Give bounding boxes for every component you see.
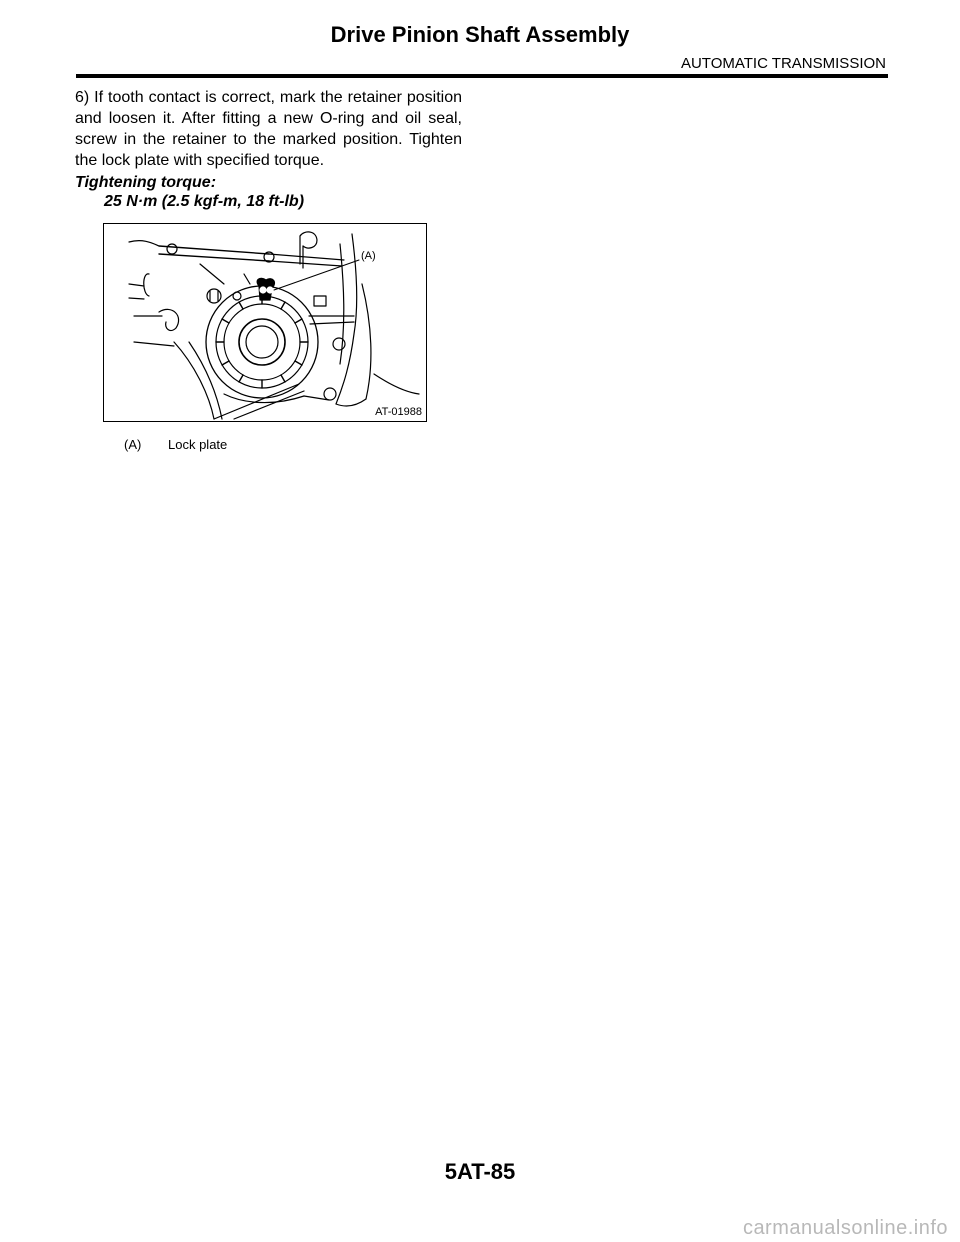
header-rule <box>76 74 888 78</box>
callout-label-a: (A) <box>361 250 376 262</box>
page-title: Drive Pinion Shaft Assembly <box>330 22 630 47</box>
torque-value: 25 N·m (2.5 kgf-m, 18 ft-lb) <box>104 193 305 210</box>
torque-label: Tightening torque: <box>75 174 217 191</box>
figure-code: AT-01988 <box>375 406 422 418</box>
watermark: carmanualsonline.info <box>742 1217 948 1239</box>
page-number: 5AT-85 <box>444 1159 516 1184</box>
legend-key: (A) <box>124 437 142 452</box>
section-title: AUTOMATIC TRANSMISSION <box>680 55 886 72</box>
figure-legend <box>124 437 227 452</box>
figure-illustration <box>103 223 427 422</box>
transmission-drawing <box>104 224 427 422</box>
instruction-paragraph: 6) If tooth contact is correct, mark the retainer position and loosen it. After fitting a new O-ring and oil seal, screw in the retainer to the marked position. Tighten the lock plate with specified torque. <box>75 89 462 169</box>
legend-label: Lock plate <box>168 437 228 452</box>
